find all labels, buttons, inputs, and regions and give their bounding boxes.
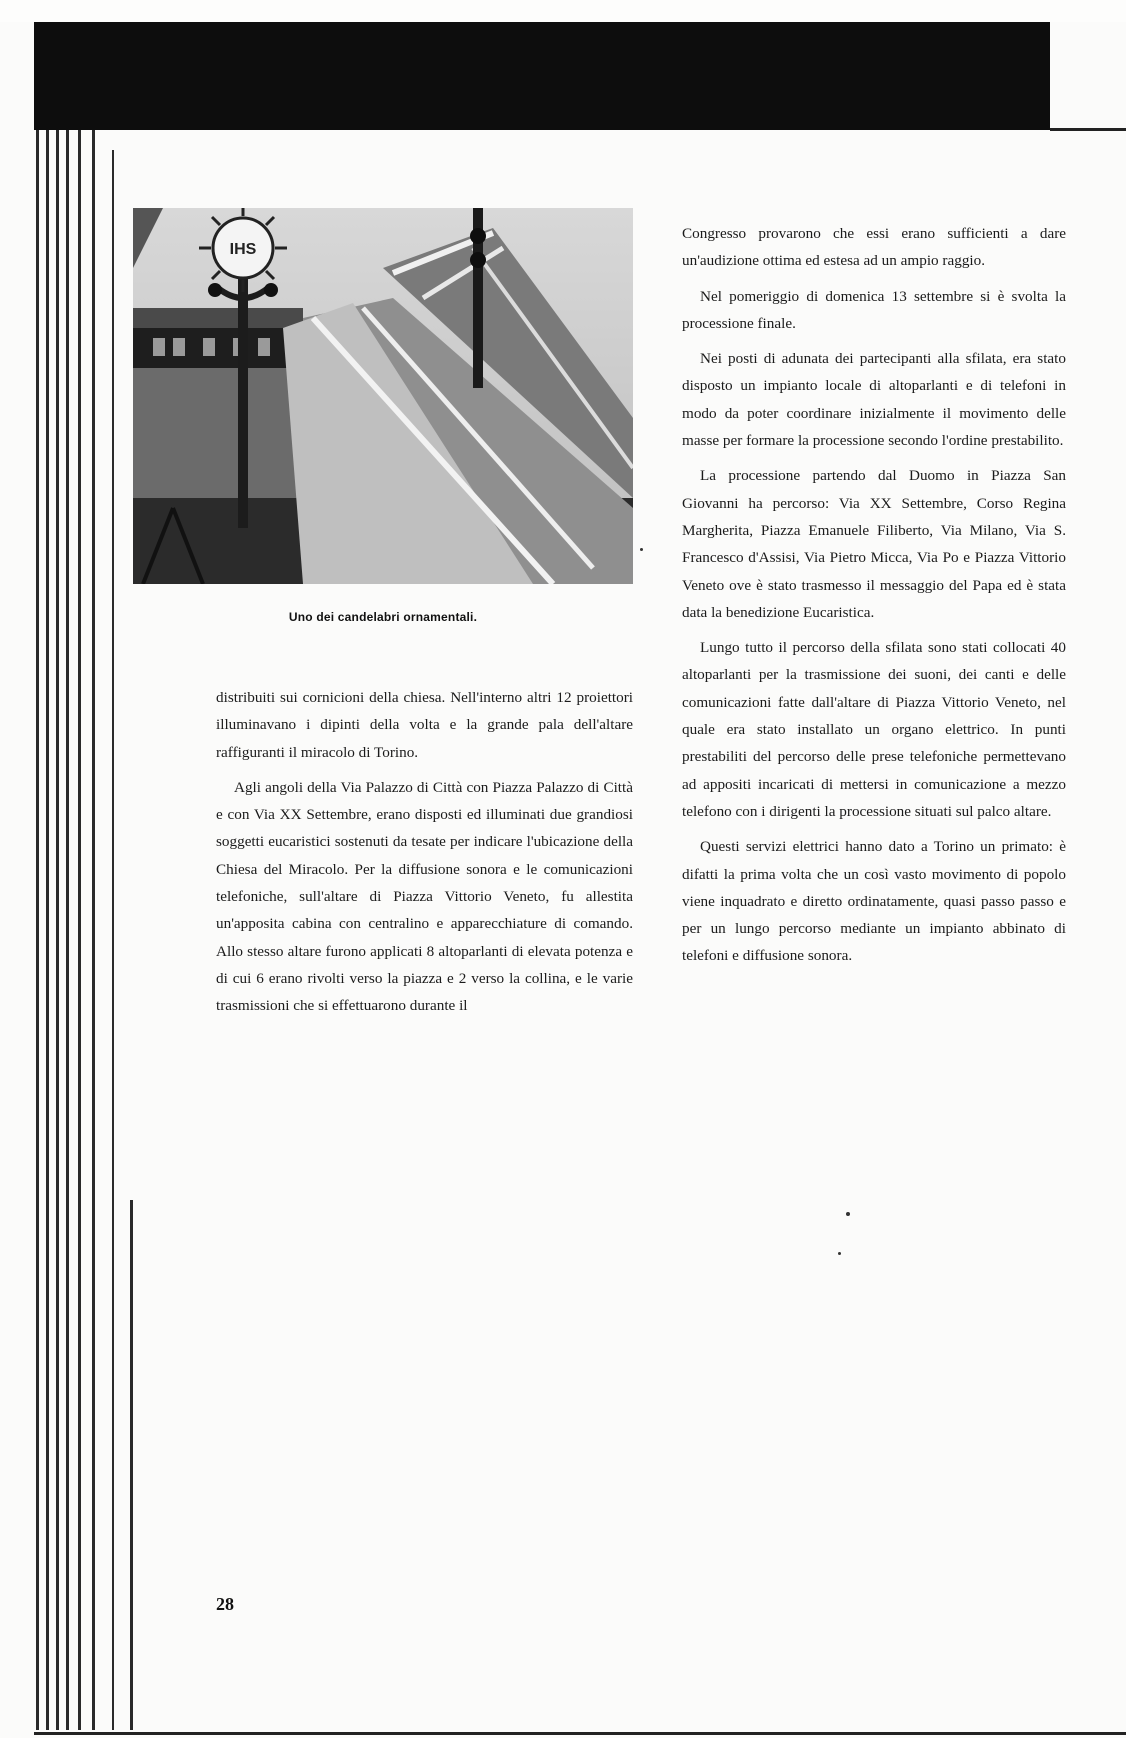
right-paragraph-5: Lungo tutto il percorso della sfilata sono stati collocati 40 altoparlanti per la trasmissione dei suoni, dei canti e delle comunicazioni fatte dall'altare di Piazza Vittorio Veneto, nel quale era stato installato un organo elettrico. In punti prestabiliti del percorso delle prese telefoniche permettevano ad appositi incaricati di mettersi in comunicazione a mezzo telefono con i dirigenti la processione situati sul palco altare. (682, 639, 1066, 820)
right-paragraph-1: Congresso provarono che essi erano sufficienti a dare un'audizione ottima ed estesa ad un ampio raggio. (682, 225, 1066, 270)
page-stack-edge (36, 130, 39, 1730)
page-stack-edge (130, 1200, 133, 1730)
black-header-band (34, 22, 1050, 130)
left-paragraph-2: Agli angoli della Via Palazzo di Città con Piazza Palazzo di Città e con Via XX Settembre, erano disposti ed illuminati due grandiosi soggetti eucaristici sostenuti da tesate per indicare l'ubicazione della Chiesa del Miracolo. Per la diffusione sonora e le comunicazioni telefoniche, sull'altare di Piazza Vittorio Veneto, fu allestita un'apposita cabina con centralino e apparecchiature di comando. Allo stesso altare furono applicati 8 altoparlanti di elevata potenza e di cui 6 erano rivolti verso la piazza e 2 verso la collina, e le varie trasmissioni che si effettuarono durante il (216, 778, 633, 1015)
photo-caption: Uno dei candelabri ornamentali. (288, 610, 478, 624)
page-stack-edge (92, 130, 95, 1730)
page-stack-edge (112, 150, 114, 1730)
right-paragraph-3: Nei posti di adunata dei partecipanti alla sfilata, era stato disposto un impianto locale di altoparlanti e di telefoni in modo da poter coordinare inizialmente il movimento delle masse per formare la processione secondo l'ordine prestabilito. (682, 350, 1066, 450)
print-speck (838, 1252, 841, 1255)
header-band-rule (1050, 128, 1126, 131)
right-text-column (682, 220, 1066, 978)
page-stack-edge (78, 130, 81, 1730)
right-paragraph-2: Nel pomeriggio di domenica 13 settembre si è svolta la processione finale. (682, 287, 1066, 332)
right-paragraph-4: La processione partendo dal Duomo in Piazza San Giovanni ha percorso: Via XX Settembre, Corso Regina Margherita, Piazza Emanuele Filiberto, Via Milano, Via S. Francesco d'Assisi, Via Pietro Micca, Via Po e Piazza Vittorio Veneto ove è stato trasmesso il messaggio del Papa ed è stata data la benedizione Eucaristica. (682, 467, 1066, 621)
print-speck (640, 548, 643, 551)
left-text-column (216, 684, 633, 1028)
page-stack-edge (56, 130, 59, 1730)
page-bottom-rule (34, 1732, 1126, 1735)
page-top-margin (0, 0, 1126, 22)
photograph-staircase-candelabrum (133, 208, 633, 584)
page-stack-edge (46, 130, 49, 1730)
photo-sign-text: IHS (229, 241, 257, 258)
left-paragraph-1: distribuiti sui cornicioni della chiesa. Nell'interno altri 12 proiettori illuminavano i dipinti della volta e la grande pala dell'altare raffiguranti il miracolo di Torino. (216, 689, 633, 761)
page-stack-edge (66, 130, 69, 1730)
print-speck (846, 1212, 850, 1216)
page-number: 28 (216, 1594, 234, 1614)
right-paragraph-6: Questi servizi elettrici hanno dato a Torino un primato: è difatti la prima volta che un così vasto movimento di popolo viene inquadrato e diretto ordinatamente, quasi passo passo e per un lungo percorso mediante un impianto abbinato di telefoni e diffusione sonora. (682, 838, 1066, 965)
